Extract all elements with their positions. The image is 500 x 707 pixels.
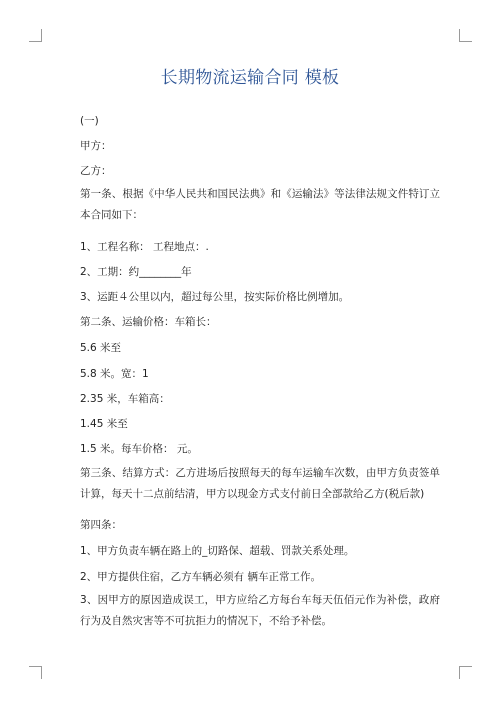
- article-4-heading: 第四条：: [80, 519, 122, 531]
- article-4-clause-1: 1、甲方负责车辆在路上的_切路保、超载、罚款关系处理。: [80, 545, 355, 557]
- crop-mark-bottom-right: [459, 666, 472, 679]
- section-number: (一): [80, 115, 99, 127]
- crop-mark-bottom-left: [29, 666, 42, 679]
- article-4-clause-2: 2、甲方提供住宿，乙方车辆必须有 辆车正常工作。: [80, 571, 322, 583]
- spec-length-to-width: 5.8 米。宽：1: [80, 368, 149, 380]
- clause-duration: 2、工期：约________年: [80, 266, 192, 278]
- clause-project-name: 1、工程名称： 工程地点：.: [80, 241, 209, 253]
- spec-width-height: 2.35 米，车箱高：: [80, 393, 170, 405]
- article-1-paragraph: 第一条、根据《中华人民共和国民法典》和《运输法》等法律法规文件特订立本合同如下：: [80, 188, 440, 221]
- document-title: 长期物流运输合同 模板: [160, 68, 340, 88]
- clause-distance: 3、运距４公里以内，超过每公里，按实际价格比例增加。: [80, 291, 350, 303]
- article-4-clause-3: 3、因甲方的原因造成误工，甲方应给乙方每台车每天伍佰元作为补偿，政府行为及自然灾害等不可抗拒力的情况下，不给予补偿。: [80, 594, 440, 627]
- party-a-line: 甲方：: [80, 140, 112, 152]
- party-b-line: 乙方：: [80, 165, 112, 177]
- spec-height-price: 1.5 米。每车价格： 元。: [80, 443, 198, 455]
- spec-height-from: 1.45 米至: [80, 418, 128, 430]
- article-3-paragraph: 第三条、结算方式：乙方进场后按照每天的每车运输车次数，由甲方负责签单计算，每天十二点前结清，甲方以现金方式支付前日全部款给乙方(税后款): [80, 467, 440, 500]
- article-2-heading: 第二条、运输价格：车箱长：: [80, 316, 217, 328]
- spec-length-from: 5.6 米至: [80, 342, 122, 354]
- crop-mark-top-right: [459, 29, 472, 42]
- crop-mark-top-left: [29, 29, 42, 42]
